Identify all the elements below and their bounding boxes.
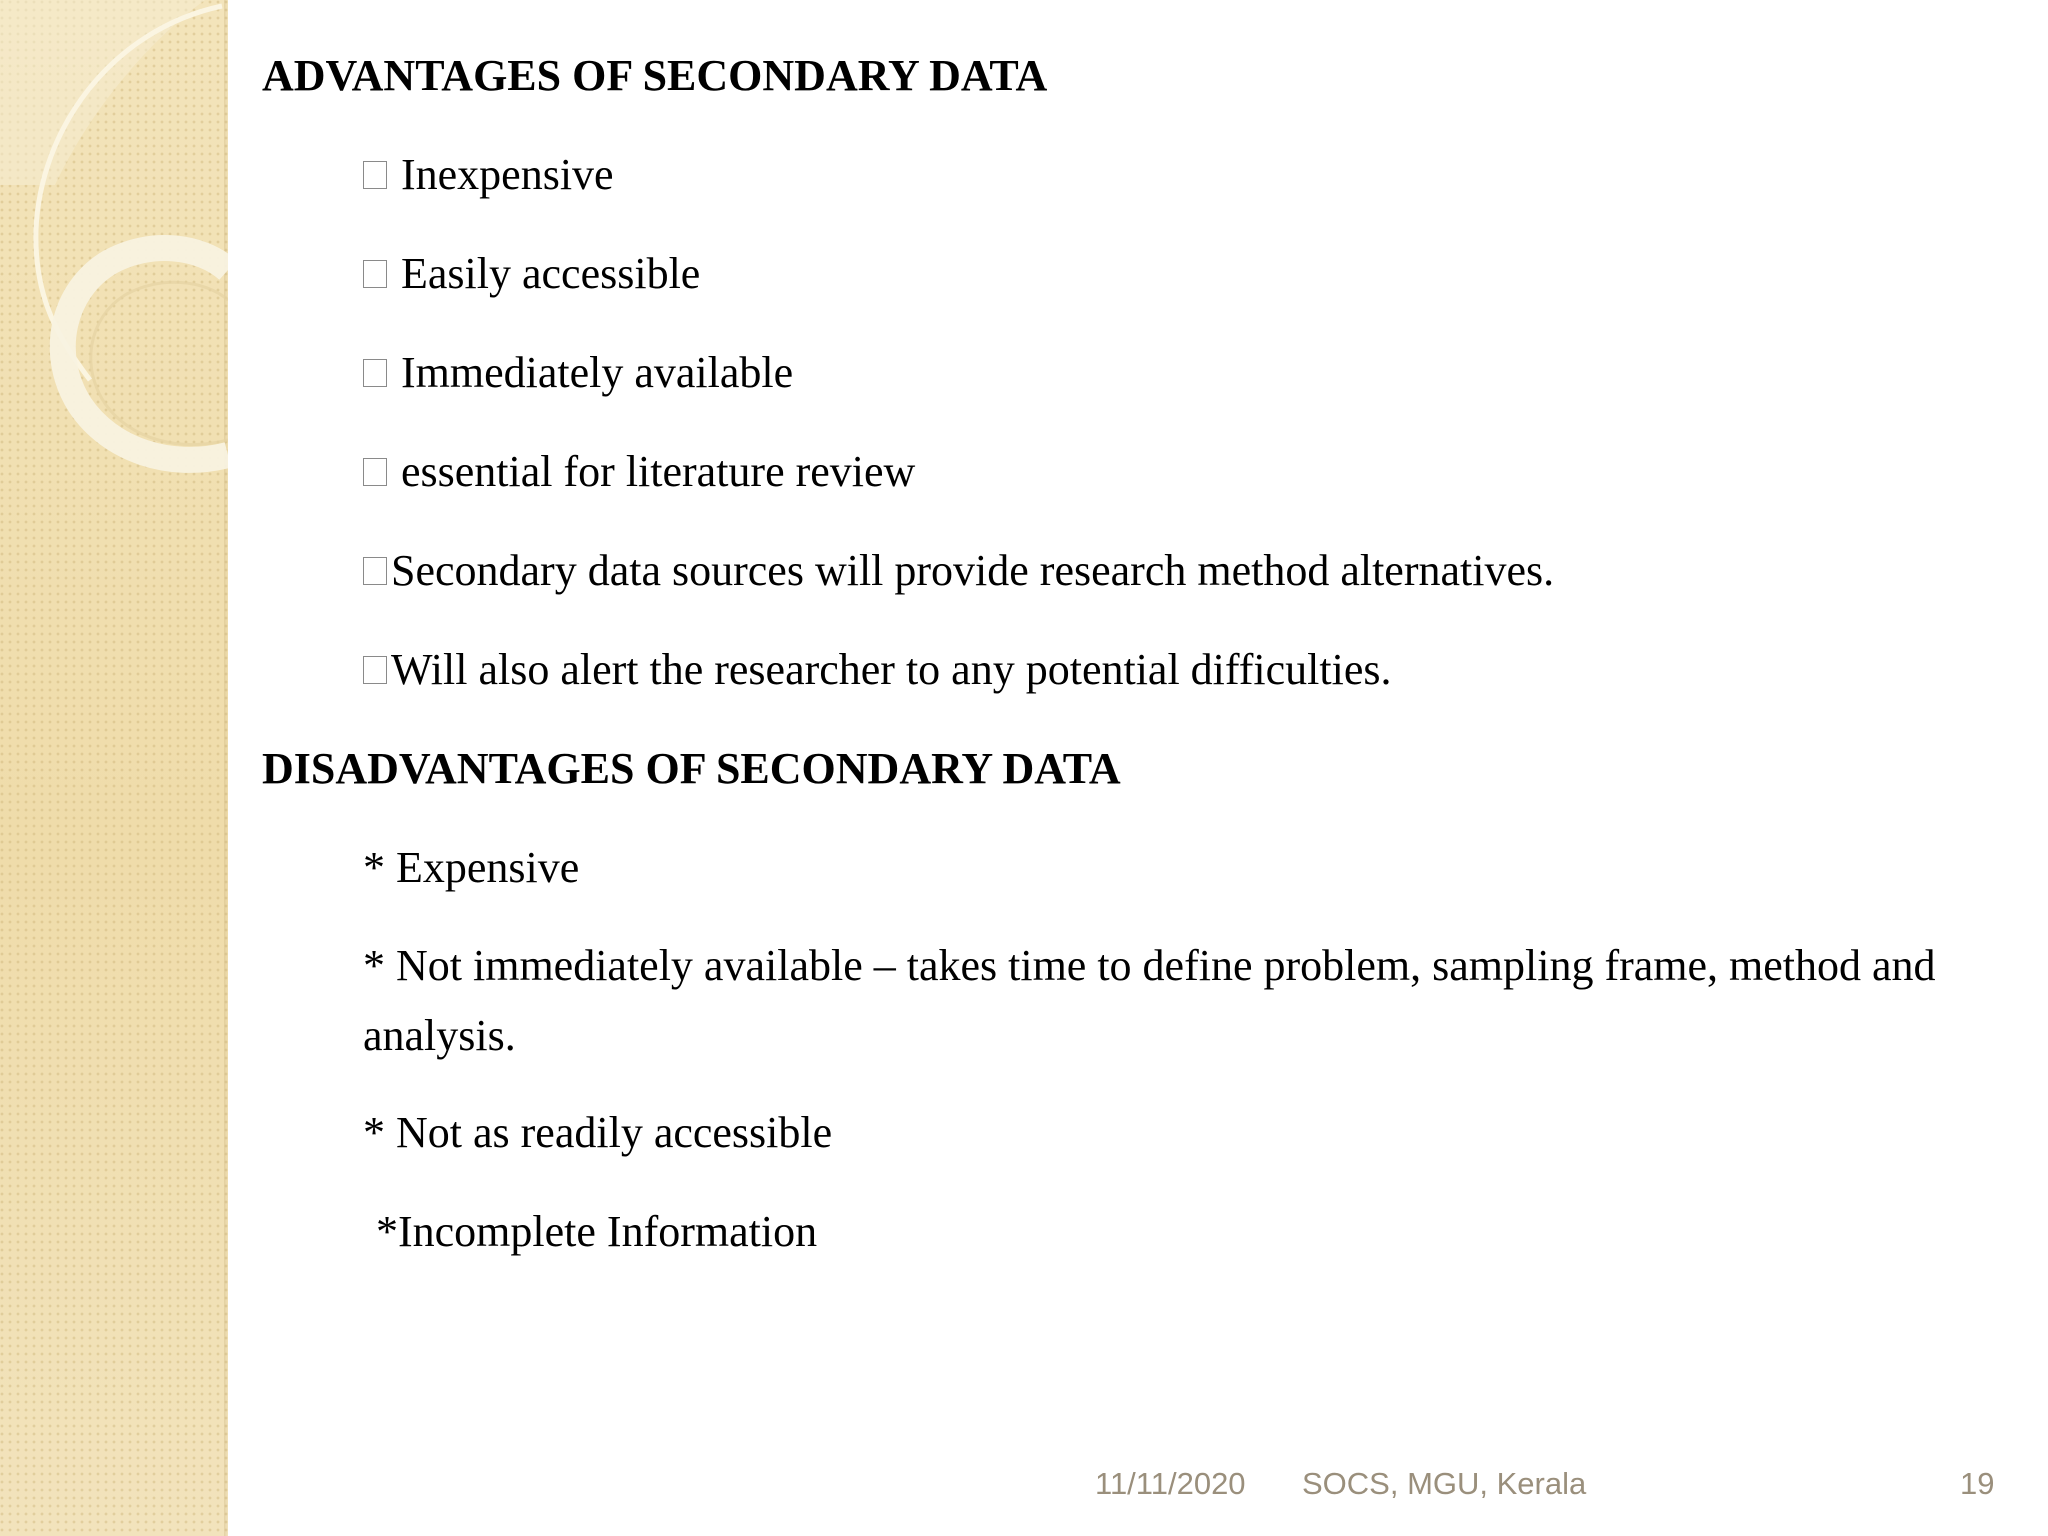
box-icon bbox=[363, 458, 387, 486]
disadvantage-item bbox=[363, 931, 2003, 1071]
advantage-item bbox=[363, 541, 1982, 601]
box-icon bbox=[363, 557, 387, 585]
disadvantage-item bbox=[363, 838, 1982, 898]
footer-organization: SOCS, MGU, Kerala bbox=[1302, 1466, 1587, 1501]
slide-content bbox=[262, 46, 1982, 1301]
advantage-item-text: Will also alert the researcher to any potential difficulties. bbox=[391, 645, 1392, 694]
advantage-item bbox=[363, 145, 1982, 205]
disadvantages-heading: DISADVANTAGES OF SECONDARY DATA bbox=[262, 744, 1121, 793]
disadvantage-item bbox=[363, 1103, 1982, 1163]
box-icon bbox=[363, 656, 387, 684]
advantages-heading: ADVANTAGES OF SECONDARY DATA bbox=[262, 51, 1048, 100]
slide-number: 19 bbox=[1960, 1466, 1995, 1501]
advantage-item-text: Inexpensive bbox=[401, 150, 614, 199]
advantage-item bbox=[363, 244, 1982, 304]
advantage-item bbox=[363, 343, 1982, 403]
decorative-rings-graphic bbox=[0, 0, 228, 560]
disadvantage-item-text: * Not immediately available – takes time to define problem, sampling frame, method and analysis. bbox=[363, 941, 1936, 1060]
decorative-ring-shadow bbox=[91, 282, 228, 444]
advantage-item-text: essential for literature review bbox=[401, 447, 916, 496]
advantage-item bbox=[363, 442, 1982, 502]
box-icon bbox=[363, 260, 387, 288]
disadvantage-item bbox=[376, 1202, 1982, 1262]
decorative-corner-tile bbox=[0, 0, 205, 185]
advantage-item-text: Secondary data sources will provide research method alternatives. bbox=[391, 546, 1555, 595]
disadvantage-item-text: *Incomplete Information bbox=[376, 1207, 818, 1256]
disadvantage-item-text: * Expensive bbox=[363, 843, 580, 892]
footer-date: 11/11/2020 bbox=[1095, 1466, 1246, 1501]
box-icon bbox=[363, 161, 387, 189]
advantage-item bbox=[363, 640, 1982, 700]
advantage-item-text: Immediately available bbox=[401, 348, 794, 397]
disadvantage-item-text: * Not as readily accessible bbox=[363, 1108, 833, 1157]
box-icon bbox=[363, 359, 387, 387]
decorative-ring bbox=[63, 248, 228, 460]
advantage-item-text: Easily accessible bbox=[401, 249, 701, 298]
